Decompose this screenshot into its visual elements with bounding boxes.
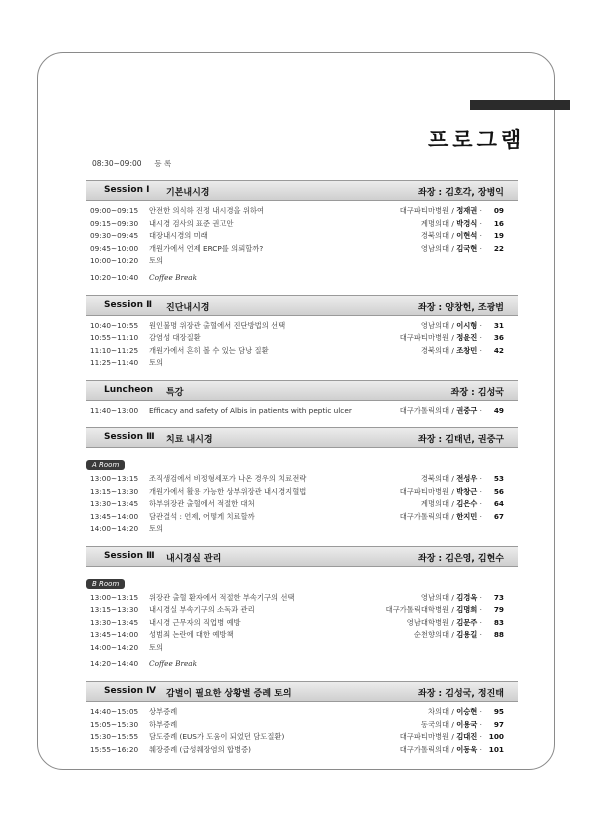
program-row	[86, 511, 518, 524]
row-title: 성범죄 논란에 대한 예방책	[149, 630, 234, 639]
row-speaker-info: 대구가톨릭의대 / 이동욱 · 101	[399, 744, 504, 754]
row-page: 19	[493, 231, 504, 240]
row-page: 79	[493, 605, 504, 614]
row-title: 하부증례	[149, 719, 178, 729]
row-time: 13:00~13:15	[90, 592, 139, 602]
row-page: 16	[493, 218, 504, 228]
session-block	[86, 681, 518, 756]
program-row	[86, 498, 518, 511]
row-time: 14:00~14:20	[90, 642, 139, 652]
row-speaker: 김은수	[456, 499, 478, 508]
row-affiliation: 계명의대	[420, 499, 450, 508]
row-speaker: 정윤진	[456, 333, 478, 342]
session-title: 특강	[166, 387, 184, 398]
row-title: 내시경 근무자의 직업병 예방	[149, 617, 241, 627]
row-title: 토의	[149, 524, 164, 533]
program-row	[86, 719, 518, 732]
row-speaker: 김명희	[456, 605, 478, 614]
row-time: 13:15~13:30	[90, 605, 139, 614]
row-affiliation: 영남의대	[420, 320, 450, 330]
row-speaker: 이동욱	[456, 744, 478, 754]
session-chair: 좌장 : 김성국	[450, 387, 504, 398]
program-row	[86, 405, 518, 418]
program-row	[86, 243, 518, 256]
row-time: 11:25~11:40	[90, 358, 139, 367]
row-time: 09:30~09:45	[90, 231, 139, 240]
row-affiliation: 대구가톨릭대학병원	[385, 605, 450, 614]
row-speaker: 박창근	[456, 486, 478, 496]
session-chair: 좌장 : 양창헌, 조광범	[418, 302, 504, 313]
row-speaker-info: 동국의대 / 이용국 · 97	[420, 719, 504, 729]
program-row	[86, 332, 518, 345]
break-time: 14:20~14:40	[90, 659, 139, 668]
program-row	[86, 357, 518, 370]
row-page: 88	[493, 630, 504, 639]
program-row	[86, 523, 518, 536]
row-title: 조직생검에서 비정형세포가 나온 경우의 치료전략	[149, 474, 307, 483]
row-time: 13:30~13:45	[90, 617, 139, 627]
row-speaker-info: 영남의대 / 김국현 · 22	[420, 243, 504, 253]
session-header	[86, 681, 518, 702]
row-speaker-info: 대구파티마병원 / 정재권 · 09	[399, 206, 504, 215]
row-page: 22	[493, 243, 504, 253]
row-time: 13:00~13:15	[90, 474, 139, 483]
break-label: Coffee Break	[149, 659, 198, 668]
session-name: Luncheon	[104, 384, 153, 395]
program-content	[86, 180, 518, 766]
row-title: 상부증례	[149, 707, 178, 716]
session-block	[86, 295, 518, 370]
row-title: 토의	[149, 256, 164, 265]
row-speaker: 박경식	[456, 218, 478, 228]
row-time: 11:40~13:00	[90, 405, 139, 415]
row-title: 대장내시경의 미래	[149, 231, 208, 240]
row-affiliation: 경북의대	[420, 474, 450, 483]
row-page: 36	[493, 333, 504, 342]
row-title: 감염성 대장질환	[149, 333, 201, 342]
program-row	[86, 642, 518, 655]
row-page: 95	[493, 707, 504, 716]
registration-label: 등 록	[154, 159, 172, 168]
row-time: 10:40~10:55	[90, 320, 139, 330]
row-speaker-info: 대구가톨릭대학병원 / 김명희 · 79	[385, 605, 504, 614]
row-speaker-info: 영남대학병원 / 김문주 · 83	[406, 617, 504, 627]
session-name: Session Ⅲ	[104, 432, 155, 442]
row-speaker: 이현석	[456, 231, 478, 240]
row-title: 개원가에서 언제 ERCP를 의뢰할까?	[149, 243, 264, 253]
row-speaker: 김문주	[456, 617, 478, 627]
row-speaker: 김국현	[456, 243, 478, 253]
session-title: 내시경실 관리	[166, 553, 222, 564]
session-block	[86, 427, 518, 536]
row-page: 97	[493, 719, 504, 729]
row-title: 토의	[149, 642, 164, 652]
row-speaker-info: 순천향의대 / 김용길 · 88	[413, 630, 504, 639]
row-affiliation: 경북의대	[420, 231, 450, 240]
program-row	[86, 218, 518, 231]
session-title: 치료 내시경	[166, 435, 213, 445]
coffee-break-row	[86, 658, 518, 671]
row-title: 하부위장관 출혈에서 적절한 대처	[149, 499, 255, 508]
break-time: 10:20~10:40	[90, 272, 139, 282]
row-time: 13:30~13:45	[90, 499, 139, 508]
row-title: 췌장증례 (급성췌장염의 합병증)	[149, 744, 251, 754]
row-affiliation: 차의대	[427, 707, 450, 716]
row-title: 개원가에서 흔히 볼 수 있는 담낭 질환	[149, 345, 269, 355]
row-affiliation: 경북의대	[420, 345, 450, 355]
row-page: 100	[488, 732, 504, 741]
row-speaker-info: 경북의대 / 조창민 · 42	[420, 345, 504, 355]
row-title: 위장관 출혈 환자에서 적절한 부속기구의 선택	[149, 592, 295, 602]
row-page: 73	[493, 592, 504, 602]
coffee-break-row	[86, 272, 518, 285]
row-speaker-info: 계명의대 / 박경식 · 16	[420, 218, 504, 228]
row-time: 13:15~13:30	[90, 486, 139, 496]
row-speaker-info: 대구파티마병원 / 박창근 · 56	[399, 486, 504, 496]
session-name: Session Ⅲ	[104, 550, 155, 561]
program-row	[86, 731, 518, 744]
session-title: 기본내시경	[166, 188, 210, 198]
program-row	[86, 255, 518, 268]
program-row	[86, 486, 518, 499]
title-bar-decoration	[470, 100, 570, 110]
row-title: 담도증례 (EUS가 도움이 되었던 담도질환)	[149, 732, 285, 741]
row-page: 42	[493, 345, 504, 355]
registration-time: 08:30~09:00	[92, 159, 142, 168]
row-title: 토의	[149, 358, 164, 367]
row-speaker: 이시형	[456, 320, 478, 330]
row-page: 31	[493, 320, 504, 330]
break-label: Coffee Break	[149, 272, 198, 282]
program-row	[86, 205, 518, 218]
session-block	[86, 180, 518, 285]
row-time: 14:00~14:20	[90, 524, 139, 533]
row-affiliation: 대구파티마병원	[399, 206, 450, 215]
row-time: 10:00~10:20	[90, 256, 139, 265]
program-row	[86, 617, 518, 630]
row-affiliation: 대구파티마병원	[399, 732, 450, 741]
row-affiliation: 대구가톨릭의대	[399, 744, 450, 754]
row-time: 13:45~14:00	[90, 630, 139, 639]
room-badge: B Room	[86, 579, 125, 589]
row-time: 13:45~14:00	[90, 511, 139, 521]
page-title: 프로그램	[428, 128, 526, 152]
row-time: 09:45~10:00	[90, 243, 139, 253]
program-row	[86, 592, 518, 605]
row-speaker: 조창민	[456, 345, 478, 355]
row-speaker-info: 계명의대 / 김은수 · 64	[420, 499, 504, 508]
row-affiliation: 대구가톨릭의대	[399, 405, 450, 415]
row-time: 15:55~16:20	[90, 744, 139, 754]
session-header	[86, 427, 518, 448]
row-page: 83	[493, 617, 504, 627]
program-row	[86, 473, 518, 486]
row-speaker: 정재권	[456, 206, 478, 215]
row-speaker: 한지민	[456, 511, 478, 521]
row-page: 49	[493, 405, 504, 415]
session-block	[86, 546, 518, 672]
session-name: Session Ⅱ	[104, 299, 153, 310]
row-title: 내시경 검사의 표준 권고안	[149, 218, 234, 228]
program-row	[86, 604, 518, 617]
row-speaker-info: 영남의대 / 이시형 · 31	[420, 320, 504, 330]
row-speaker: 이용국	[456, 719, 478, 729]
row-title: 내시경실 부속기구의 소독과 관리	[149, 605, 255, 614]
row-speaker: 김경옥	[456, 592, 478, 602]
row-time: 09:15~09:30	[90, 218, 139, 228]
row-page: 56	[493, 486, 504, 496]
row-speaker: 전성우	[456, 474, 478, 483]
session-name: Session Ⅳ	[104, 686, 156, 696]
program-row	[86, 320, 518, 333]
row-affiliation: 영남대학병원	[406, 617, 450, 627]
session-block	[86, 380, 518, 418]
registration-row	[92, 158, 171, 169]
row-affiliation: 영남의대	[420, 592, 450, 602]
row-time: 10:55~11:10	[90, 333, 139, 342]
row-time: 15:05~15:30	[90, 719, 139, 729]
row-title: 안전한 의식하 진정 내시경을 위하여	[149, 206, 265, 215]
session-chair: 좌장 : 김호각, 장병익	[418, 188, 504, 198]
row-time: 14:40~15:05	[90, 707, 139, 716]
row-page: 09	[493, 206, 504, 215]
row-speaker-info: 경북의대 / 전성우 · 53	[420, 474, 504, 483]
session-chair: 좌장 : 김태년, 권중구	[418, 435, 504, 445]
row-speaker-info: 대구가톨릭의대 / 한지민 · 67	[399, 511, 504, 521]
program-row	[86, 345, 518, 358]
row-affiliation: 영남의대	[420, 243, 450, 253]
program-row	[86, 706, 518, 719]
row-title: 담관결석 : 언제, 어떻게 치료할까	[149, 511, 255, 521]
row-time: 11:10~11:25	[90, 345, 139, 355]
row-affiliation: 순천향의대	[413, 630, 450, 639]
row-time: 15:30~15:55	[90, 732, 139, 741]
room-badge: A Room	[86, 460, 125, 470]
session-title: 진단내시경	[166, 302, 210, 313]
row-speaker-info: 대구파티마병원 / 김대진 · 100	[399, 732, 504, 741]
row-affiliation: 대구파티마병원	[399, 486, 450, 496]
row-affiliation: 대구파티마병원	[399, 333, 450, 342]
row-page: 101	[488, 744, 504, 754]
session-chair: 좌장 : 김은영, 김현수	[418, 553, 504, 564]
row-page: 53	[493, 474, 504, 483]
row-speaker-info: 경북의대 / 이현석 · 19	[420, 231, 504, 240]
row-speaker: 김용길	[456, 630, 478, 639]
session-header	[86, 180, 518, 201]
row-affiliation: 대구가톨릭의대	[399, 511, 450, 521]
row-affiliation: 동국의대	[420, 719, 450, 729]
row-title: Efficacy and safety of Albis in patients with peptic ulcer	[149, 405, 352, 415]
row-time: 09:00~09:15	[90, 206, 139, 215]
row-speaker-info: 영남의대 / 김경옥 · 73	[420, 592, 504, 602]
program-row	[86, 230, 518, 243]
session-header	[86, 380, 518, 401]
session-name: Session Ⅰ	[104, 185, 150, 195]
row-page: 64	[493, 499, 504, 508]
row-affiliation: 계명의대	[420, 218, 450, 228]
row-speaker-info: 대구파티마병원 / 정윤진 · 36	[399, 333, 504, 342]
session-chair: 좌장 : 김성국, 정진태	[418, 689, 504, 699]
row-title: 개원가에서 활용 가능한 상부위장관 내시경지혈법	[149, 486, 307, 496]
row-page: 67	[493, 511, 504, 521]
program-row	[86, 629, 518, 642]
row-speaker-info: 차의대 / 이승현 · 95	[427, 707, 504, 716]
row-speaker: 권중구	[456, 405, 478, 415]
session-title: 감별이 필요한 상황별 증례 토의	[166, 689, 292, 699]
row-title: 원인불명 위장관 출혈에서 진단방법의 선택	[149, 320, 286, 330]
program-row	[86, 744, 518, 757]
row-speaker-info: 대구가톨릭의대 / 권중구 · 49	[399, 405, 504, 415]
session-header	[86, 295, 518, 316]
session-header	[86, 546, 518, 567]
row-speaker: 이승현	[456, 707, 478, 716]
row-speaker: 김대진	[456, 732, 478, 741]
